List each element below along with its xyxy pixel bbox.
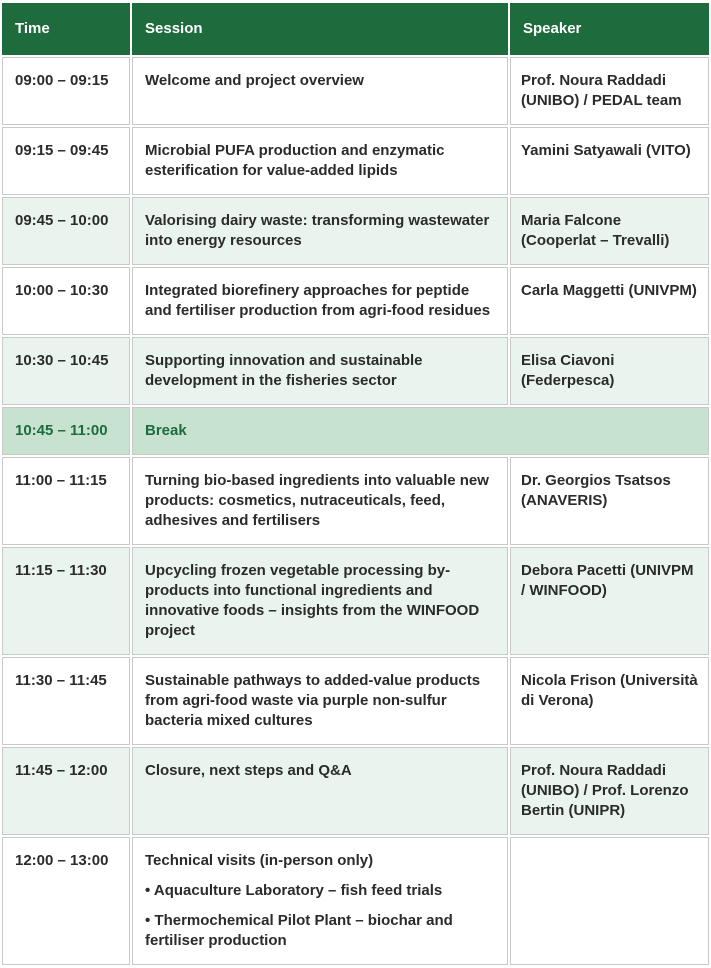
- session-cell: Supporting innovation and sustainable development in the fisheries sector: [132, 337, 508, 405]
- speaker-cell: Maria Falcone (Cooperlat – Trevalli): [510, 197, 709, 265]
- time-cell: 12:00 – 13:00: [2, 837, 130, 965]
- column-header-session: Session: [132, 3, 508, 55]
- table-row: [2, 747, 709, 835]
- time-cell: 09:00 – 09:15: [2, 57, 130, 125]
- speaker-cell: Yamini Satyawali (VITO): [510, 127, 709, 195]
- time-cell: 11:00 – 11:15: [2, 457, 130, 545]
- table-row: [2, 657, 709, 745]
- session-paragraph: • Aquaculture Laboratory – fish feed trials: [145, 882, 443, 899]
- table-row: [2, 547, 709, 655]
- speaker-cell: Carla Maggetti (UNIVPM): [510, 267, 709, 335]
- session-cell: Valorising dairy waste: transforming wastewater into energy resources: [132, 197, 508, 265]
- time-cell: 09:15 – 09:45: [2, 127, 130, 195]
- session-cell: Sustainable pathways to added-value products from agri-food waste via purple non-sulfur bacteria mixed cultures: [132, 657, 508, 745]
- time-cell: 11:15 – 11:30: [2, 547, 130, 655]
- speaker-cell: Prof. Noura Raddadi (UNIBO) / Prof. Lorenzo Bertin (UNIPR): [510, 747, 709, 835]
- column-header-time: Time: [2, 3, 130, 55]
- session-cell: Microbial PUFA production and enzymatic esterification for value-added lipids: [132, 127, 508, 195]
- header-row: [2, 3, 709, 55]
- table-row: [2, 337, 709, 405]
- time-cell: 09:45 – 10:00: [2, 197, 130, 265]
- column-header-speaker: Speaker: [510, 3, 709, 55]
- table-row: [2, 127, 709, 195]
- session-cell: Break: [132, 407, 709, 455]
- table-row: [2, 267, 709, 335]
- time-cell: 10:30 – 10:45: [2, 337, 130, 405]
- table-row: [2, 837, 709, 965]
- session-cell: Closure, next steps and Q&A: [132, 747, 508, 835]
- session-cell: [132, 837, 508, 965]
- speaker-cell: Nicola Frison (Università di Verona): [510, 657, 709, 745]
- session-cell: Upcycling frozen vegetable processing by-products into functional ingredients and innovative foods – insights from the WINFOOD project: [132, 547, 508, 655]
- session-cell: Turning bio-based ingredients into valuable new products: cosmetics, nutraceuticals, feed, adhesives and fertilisers: [132, 457, 508, 545]
- table-row: [2, 197, 709, 265]
- time-cell: 10:45 – 11:00: [2, 407, 130, 455]
- time-cell: 11:30 – 11:45: [2, 657, 130, 745]
- session-paragraph: Technical visits (in-person only): [145, 852, 374, 869]
- time-cell: 11:45 – 12:00: [2, 747, 130, 835]
- session-cell: Welcome and project overview: [132, 57, 508, 125]
- table-row: [2, 407, 709, 455]
- speaker-cell: [510, 837, 709, 965]
- agenda-table: [0, 1, 711, 967]
- table-row: [2, 457, 709, 545]
- speaker-cell: Prof. Noura Raddadi (UNIBO) / PEDAL team: [510, 57, 709, 125]
- session-paragraph: • Thermochemical Pilot Plant – biochar and fertiliser production: [145, 912, 453, 949]
- table-row: [2, 57, 709, 125]
- speaker-cell: Debora Pacetti (UNIVPM / WINFOOD): [510, 547, 709, 655]
- session-cell: Integrated biorefinery approaches for peptide and fertiliser production from agri-food residues: [132, 267, 508, 335]
- speaker-cell: Elisa Ciavoni (Federpesca): [510, 337, 709, 405]
- time-cell: 10:00 – 10:30: [2, 267, 130, 335]
- speaker-cell: Dr. Georgios Tsatsos (ANAVERIS): [510, 457, 709, 545]
